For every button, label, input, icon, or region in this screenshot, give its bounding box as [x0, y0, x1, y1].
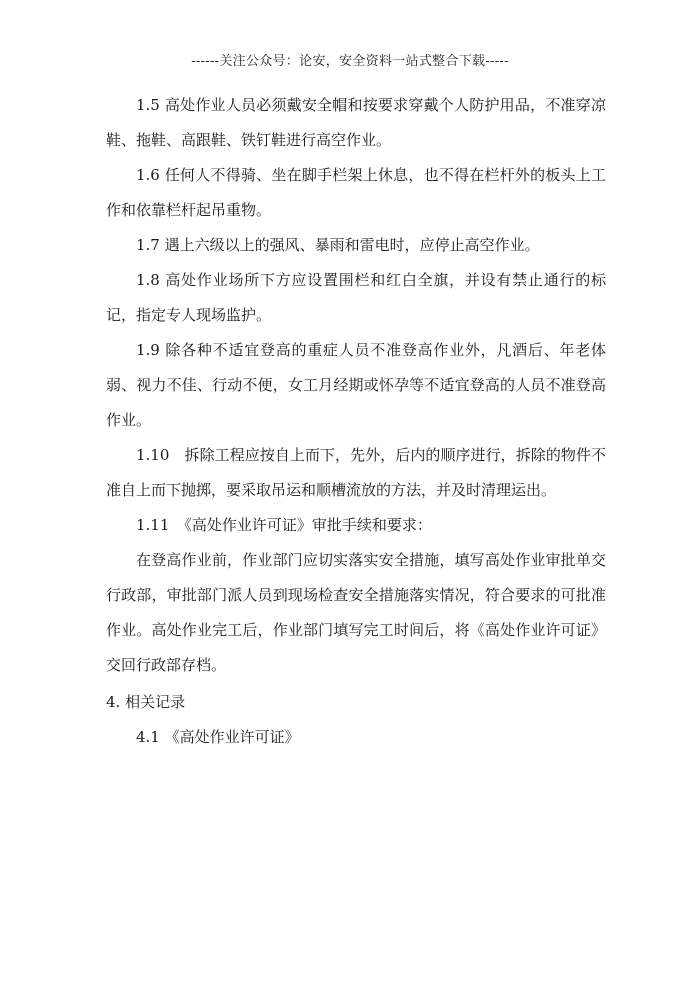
clause-1-11-body: 在登高作业前，作业部门应切实落实安全措施，填写高处作业审批单交行政部，审批部门派人员到现场检查安全措施落实情况，符合要求的可批准作业。高处作业完工后，作业部门填写完工时间后，将《高处作业许可证》交回行政部存档。 — [106, 551, 606, 674]
document-body — [106, 88, 606, 755]
clause-1-7: 1.7 遇上六级以上的强风、暴雨和雷电时，应停止高空作业。 — [136, 236, 540, 254]
clause-1-6: 1.6 任何人不得骑、坐在脚手栏架上休息，也不得在栏杆外的板头上工作和依靠栏杆起吊重物。 — [106, 166, 606, 219]
clause-1-5: 1.5 高处作业人员必须戴安全帽和按要求穿戴个人防护用品，不准穿凉鞋、拖鞋、高跟鞋、铁钉鞋进行高空作业。 — [106, 96, 606, 149]
clause-1-8: 1.8 高处作业场所下方应设置围栏和红白全旗，并设有禁止通行的标记，指定专人现场监护。 — [106, 271, 606, 324]
page-header: ------关注公众号：论安，安全资料一站式整合下载----- — [191, 54, 509, 69]
section-4-1-item: 4.1 《高处作业许可证》 — [136, 728, 300, 746]
clause-1-10: 1.10 拆除工程应按自上而下，先外，后内的顺序进行，拆除的物件不准自上而下抛掷，要采取吊运和顺槽流放的方法，并及时清理运出。 — [106, 446, 606, 499]
clause-1-11: 1.11 《高处作业许可证》审批手续和要求： — [136, 516, 432, 534]
section-4-heading: 4. 相关记录 — [106, 693, 186, 711]
clause-1-9: 1.9 除各种不适宜登高的重症人员不准登高作业外，凡酒后、年老体弱、视力不佳、行动不便，女工月经期或怀孕等不适宜登高的人员不准登高作业。 — [106, 341, 606, 429]
